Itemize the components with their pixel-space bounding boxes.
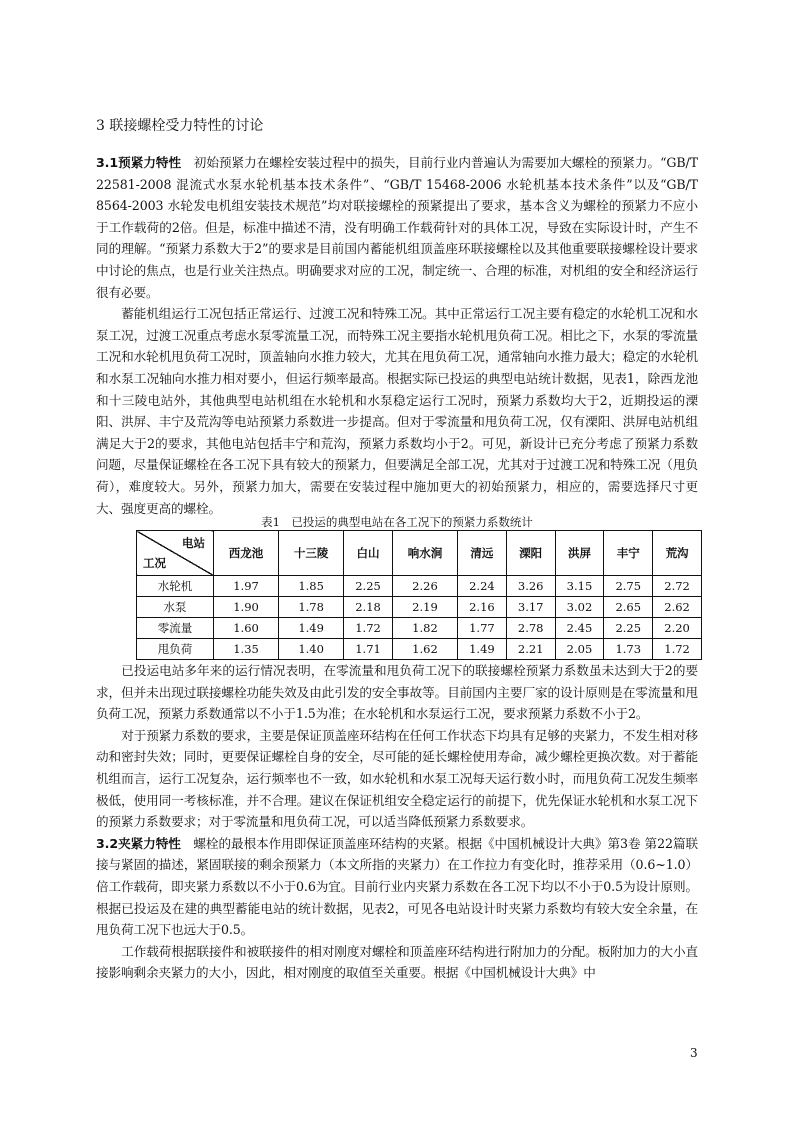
- station-header: 西龙池: [214, 531, 279, 576]
- corner-label-station: 电站: [182, 536, 205, 550]
- table-cell: 1.97: [214, 576, 279, 597]
- table-cell: 1.40: [279, 639, 344, 660]
- table-row: [137, 618, 702, 639]
- table-cell: 2.78: [506, 618, 555, 639]
- page-number: 3: [690, 1046, 698, 1060]
- table-cell: 1.82: [392, 618, 457, 639]
- table-cell: 2.19: [392, 597, 457, 618]
- paragraph-text: 螺栓的最根本作用即保证顶盖座环结构的夹紧。根据《中国机械设计大典》第3卷 第22篇联接与紧固的描述，紧固联接的剩余预紧力（本文所指的夹紧力）在工作拉力有变化时，推荐采用（0.6~1.0）倍工作载荷，即夹紧力系数以不小于0.6为宜。目前行业内夹紧力系数在各工况下均以不小于0.5为设计原则。根据已投运及在建的典型蓄能电站的统计数据，见表2，可见各电站设计时夹紧力系数均有较大安全余量，在甩负荷工况下也远大于0.5。: [96, 835, 698, 938]
- table-cell: 2.75: [604, 576, 653, 597]
- table-cell: 1.78: [279, 597, 344, 618]
- paragraph: [96, 152, 698, 303]
- station-header: 响水涧: [392, 531, 457, 576]
- table-cell: 1.49: [279, 618, 344, 639]
- table-caption: 表1 已投运的典型电站在各工况下的预紧力系数统计: [261, 515, 533, 529]
- table-cell: 1.60: [214, 618, 279, 639]
- table-cell: 1.71: [344, 639, 393, 660]
- table-cell: 3.26: [506, 576, 555, 597]
- table-cell: 1.72: [653, 639, 702, 660]
- condition-label: 甩负荷: [137, 639, 214, 660]
- station-header: 白山: [344, 531, 393, 576]
- table-cell: 1.49: [458, 639, 507, 660]
- paragraph: 工作载荷根据联接件和被联接件的相对刚度对螺栓和顶盖座环结构进行附加力的分配。板附加力的大小直接影响剩余夹紧力的大小，因此，相对刚度的取值至关重要。根据《中国机械设计大典》中: [96, 943, 698, 981]
- paragraph: [96, 833, 698, 941]
- station-header: 溧阳: [506, 531, 555, 576]
- table-cell: 2.16: [458, 597, 507, 618]
- table-cell: 1.72: [344, 618, 393, 639]
- table-row: [137, 597, 702, 618]
- table-cell: 2.26: [392, 576, 457, 597]
- station-header: 十三陵: [279, 531, 344, 576]
- corner-label-condition: 工况: [143, 556, 166, 570]
- condition-label: 水轮机: [137, 576, 214, 597]
- paragraph: 已投运电站多年来的运行情况表明，在零流量和甩负荷工况下的联接螺栓预紧力系数虽未达到大于2的要求，但并未出现过联接螺栓功能失效及由此引发的安全事故等。目前国内主要厂家的设计原则是在零流量和甩负荷工况，预紧力系数通常以不小于1.5为准；在水轮机和水泵运行工况，要求预紧力系数不小于2。: [96, 663, 698, 722]
- paragraph: 蓄能机组运行工况包括正常运行、过渡工况和特殊工况。其中正常运行工况主要有稳定的水轮机工况和水泵工况，过渡工况重点考虑水泵零流量工况，而特殊工况主要指水轮机甩负荷工况。相比之下，水泵的零流量工况和水轮机甩负荷工况时，顶盖轴向水推力较大，尤其在甩负荷工况，通常轴向水推力最大；稳定的水轮机和水泵工况轴向水推力相对要小，但运行频率最高。根据实际已投运的典型电站统计数据，见表1，除西龙池和十三陵电站外，其他典型电站机组在水轮机和水泵稳定运行工况时，预紧力系数均大于2，近期投运的溧阳、洪屏、丰宁及荒沟等电站预紧力系数进一步提高。但对于零流量和甩负荷工况，仅有溧阳、洪屏电站机组满足大于2的要求，其他电站包括丰宁和荒沟，预紧力系数均小于2。可见，新设计已充分考虑了预紧力系数问题，尽量保证螺栓在各工况下具有较大的预紧力，但要满足全部工况，尤其对于过渡工况和特殊工况（甩负荷），难度较大。另外，预紧力加大，需要在安装过程中施加更大的初始预紧力，相应的，需要选择尺寸更大、强度更高的螺栓。: [96, 306, 698, 516]
- condition-label: 水泵: [137, 597, 214, 618]
- paragraph-text: 初始预紧力在螺栓安装过程中的损失，目前行业内普遍认为需要加大螺栓的预紧力。“GB/T 22581-2008 混流式水泵水轮机基本技术条件”、“GB/T 15468-2006 水轮机基本技术条件”以及“GB/T 8564-2003 水轮发电机组安装技术规范”均对联接螺栓的预紧提出了要求，基本含义为螺栓的预紧力不应小于工作载荷的2倍。但是，标准中描述不清，没有明确工作载荷针对的具体工况，导致在实际设计时，产生不同的理解。“预紧力系数大于2”的要求是目前国内蓄能机组顶盖座环联接螺栓以及其他重要联接螺栓设计要求中讨论的焦点，也是行业关注热点。明确要求对应的工况，制定统一、合理的标准，对机组的安全和经济运行很有必要。: [96, 155, 698, 300]
- condition-label: 零流量: [137, 618, 214, 639]
- table-header-row: [137, 531, 702, 576]
- station-header: 清远: [458, 531, 507, 576]
- preload-coefficient-table: [136, 530, 702, 660]
- table-cell: 2.45: [555, 618, 604, 639]
- station-header: 丰宁: [604, 531, 653, 576]
- table-cell: 2.18: [344, 597, 393, 618]
- station-header: 荒沟: [653, 531, 702, 576]
- station-header: 洪屏: [555, 531, 604, 576]
- section-3-1-continued: [96, 660, 698, 984]
- table-cell: 3.15: [555, 576, 604, 597]
- subsection-heading: 3.1预紧力特性: [96, 155, 182, 170]
- table-cell: 1.35: [214, 639, 279, 660]
- table-cell: 1.73: [604, 639, 653, 660]
- table-cell: 1.77: [458, 618, 507, 639]
- table-cell: 3.02: [555, 597, 604, 618]
- table-row: [137, 639, 702, 660]
- section-title: 3 联接螺栓受力特性的讨论: [96, 118, 264, 134]
- table-cell: 2.25: [344, 576, 393, 597]
- section-3-1-block: [96, 152, 698, 519]
- table-cell: 2.65: [604, 597, 653, 618]
- table-cell: 2.72: [653, 576, 702, 597]
- table-corner-cell: [137, 531, 214, 576]
- table-cell: 2.05: [555, 639, 604, 660]
- paragraph: 对于预紧力系数的要求，主要是保证顶盖座环结构在任何工作状态下均具有足够的夹紧力，不发生相对移动和密封失效；同时，更要保证螺栓自身的安全，尽可能的延长螺栓使用寿命，减少螺栓更换次数。对于蓄能机组而言，运行工况复杂，运行频率也不一致，如水轮机和水泵工况每天运行数小时，而甩负荷工况发生频率极低，使用同一考核标准，并不合理。建议在保证机组安全稳定运行的前提下，优先保证水轮机和水泵工况下的预紧力系数要求；对于零流量和甩负荷工况，可以适当降低预紧力系数要求。: [96, 727, 698, 830]
- table-cell: 2.24: [458, 576, 507, 597]
- table-cell: 1.90: [214, 597, 279, 618]
- table-cell: 1.85: [279, 576, 344, 597]
- table-cell: 2.21: [506, 639, 555, 660]
- table-cell: 3.17: [506, 597, 555, 618]
- table-cell: 1.62: [392, 639, 457, 660]
- subsection-heading: 3.2夹紧力特性: [96, 835, 181, 851]
- table-row: [137, 576, 702, 597]
- table-cell: 2.20: [653, 618, 702, 639]
- table-cell: 2.62: [653, 597, 702, 618]
- table-cell: 2.25: [604, 618, 653, 639]
